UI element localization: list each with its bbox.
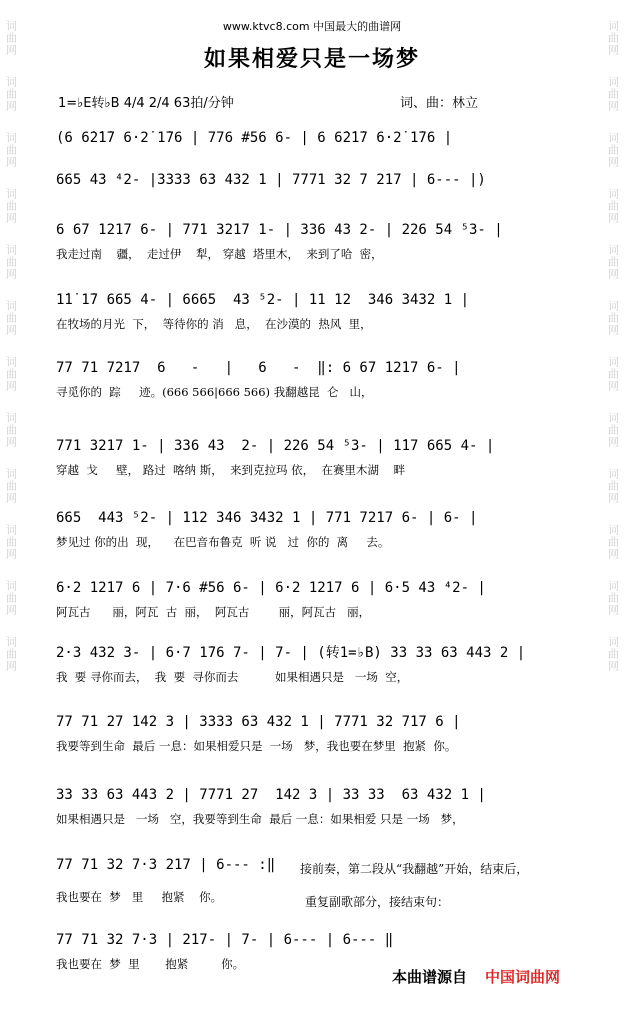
watermark-text: 词曲网 — [606, 76, 620, 112]
watermark-text: 词曲网 — [606, 188, 620, 224]
lyric-line: 我走过南 疆， 走过伊 犁， 穿越 塔里木， 来到了哈 密， — [56, 247, 383, 261]
score-system — [56, 290, 576, 332]
lyric-line: 在牧场的月光 下， 等待你的 消 息， 在沙漠的 热风 里， — [56, 317, 372, 331]
lyric-line: 阿瓦古 丽，阿瓦 古 丽， 阿瓦古 丽，阿瓦古 丽， — [56, 605, 371, 619]
score-system — [56, 712, 576, 754]
notation-line: 771 3217 1- | 336 43 2- | 226 54 ⁵3- | 1̇17 665 4- | — [56, 438, 495, 454]
watermark-text: 词曲网 — [4, 356, 18, 392]
notation-line: 665 43 ⁴2- |3333 63 432 1 | 7771 32 7 217 | 6--- |) — [56, 172, 486, 188]
watermark-text: 词曲网 — [4, 132, 18, 168]
watermark-text: 词曲网 — [606, 636, 620, 672]
notation-line: 1̇1̇ 1̇7 665 4- | 6665 43 ⁵2- | 11 12 346 3432 1 | — [56, 292, 470, 308]
watermark-text: 词曲网 — [4, 636, 18, 672]
notation-line: 665 443 ⁵2- | 112 346 3432 1 | 771 7217 6- | 6- | — [56, 510, 478, 526]
watermark-text: 词曲网 — [606, 524, 620, 560]
score-system — [56, 643, 576, 685]
lyric-line: 梦见过 你的出 现， 在巴音布鲁克 听 说 过 你的 离 去。 — [56, 535, 390, 549]
score-system — [56, 785, 576, 827]
score-system — [56, 855, 286, 905]
watermark-text: 词曲网 — [606, 580, 620, 616]
watermark-text: 词曲网 — [606, 132, 620, 168]
notation-line: 77 71 7217 6 - | 6 - ‖: 6 67 1217 6- | — [56, 360, 461, 376]
source-label: 本曲谱源自 — [392, 968, 468, 986]
notation-line: (6 6̇2̇1̇7 6·2̇ 1̇76 | 776 #56 6- | 6 6̇2̇1̇7 6·2̇ 1̇76 | — [56, 130, 453, 146]
watermark-text: 词曲网 — [606, 300, 620, 336]
score-system — [56, 220, 576, 262]
performance-note: 重复副歌部分，接结束句： — [305, 895, 450, 909]
watermark-text: 词曲网 — [606, 468, 620, 504]
watermark-text: 词曲网 — [4, 300, 18, 336]
score-system — [56, 358, 576, 400]
watermark-text: 词曲网 — [4, 188, 18, 224]
notation-line: 6·2 1217 6 | 7·6 #56 6- | 6·2 1217 6 | 6·5 43 ⁴2- | — [56, 580, 486, 596]
watermark-text: 词曲网 — [4, 468, 18, 504]
key-signature: 1=♭E转♭B 4/4 2/4 63拍/分钟 — [58, 96, 234, 111]
watermark-text: 词曲网 — [4, 20, 18, 56]
watermark-text: 词曲网 — [4, 76, 18, 112]
score-system — [56, 508, 576, 550]
watermark-text: 词曲网 — [4, 580, 18, 616]
score-system — [56, 170, 576, 190]
notation-line: 33 33 63 443 2 | 7771 27 142 3 | 33 33 63 432 1 | — [56, 787, 486, 803]
lyric-line: 如果相遇只是 一场 空，我要等到生命 最后 一息：如果相爱 只是 一场 梦， — [56, 812, 464, 826]
right-watermark-column — [602, 0, 624, 1015]
watermark-text: 词曲网 — [4, 524, 18, 560]
watermark-text: 词曲网 — [4, 244, 18, 280]
watermark-text: 词曲网 — [606, 20, 620, 56]
notation-line: 77 71 27 142 3 | 3333 63 432 1 | 7771 32 717 6 | — [56, 714, 461, 730]
watermark-text: 词曲网 — [606, 412, 620, 448]
notation-line: 77 71 32 7·3 217 | 6--- :‖ — [56, 857, 276, 873]
lyric-line: 我也要在 梦 里 抱紧 你。 — [56, 957, 245, 971]
song-title: 如果相爱只是一场梦 — [203, 47, 420, 72]
site-banner: www.ktvc8.com 中国最大的曲谱网 — [222, 20, 402, 33]
watermark-text: 词曲网 — [606, 356, 620, 392]
lyric-line: 我 要 寻你而去， 我 要 寻你而去 如果相遇只是 一场 空， — [56, 670, 409, 684]
watermark-text: 词曲网 — [606, 244, 620, 280]
score-system — [56, 578, 576, 620]
source-footer — [392, 966, 560, 987]
source-site: 中国词曲网 — [485, 968, 561, 986]
lyric-line: 穿越 戈 壁， 路过 喀纳 斯， 来到克拉玛 依， 在赛里木湖 畔 — [56, 463, 406, 477]
lyric-line: 我也要在 梦 里 抱紧 你。 — [56, 890, 223, 904]
notation-line: 77 71 32 7·3 | 217- | 7- | 6--- | 6--- ‖ — [56, 932, 394, 948]
performance-note: 接前奏，第二段从“我翻越”开始，结束后， — [300, 862, 529, 876]
song-credit: 词、曲：林立 — [400, 96, 479, 111]
score-system — [56, 436, 576, 478]
watermark-text: 词曲网 — [4, 412, 18, 448]
score-system — [56, 128, 576, 148]
notation-line: 6 67 1217 6- | 771 3217 1- | 336 43 2- | 226 54 ⁵3- | — [56, 222, 503, 238]
lyric-line: 寻觅你的 踪 迹。(666 566|666 566) 我翻越昆 仑 山， — [56, 385, 373, 399]
lyric-line: 我要等到生命 最后 一息：如果相爱只是 一场 梦，我也要在梦里 抱紧 你。 — [56, 739, 457, 753]
notation-line: 2·3 432 3- | 6·7 1̇76 7- | 7- | (转1=♭B) 33 33 63 443 2 | — [56, 645, 526, 661]
left-watermark-column — [0, 0, 22, 1015]
